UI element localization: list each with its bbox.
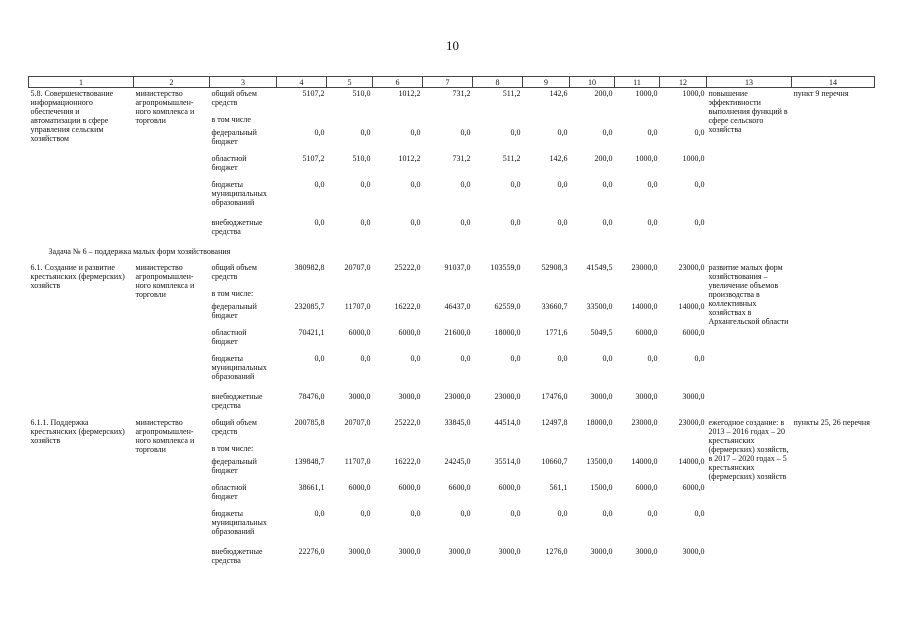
value-cell: 17476,0: [541, 391, 568, 401]
value-cell: 46437,0: [444, 301, 471, 311]
value-cell: 0,0: [410, 353, 421, 363]
value-cell: 0,0: [314, 217, 325, 227]
funding-source: внебюджетные средства: [211, 391, 263, 410]
value-cell: 6000,0: [348, 482, 371, 492]
value-cell: 0,0: [460, 127, 471, 137]
value-cell: 14000,0: [631, 456, 658, 466]
value-cell: [327, 443, 373, 456]
value-cell: [327, 288, 373, 301]
value-cell: 731,2: [452, 153, 471, 163]
value-cell: 142,6: [549, 89, 568, 98]
value-cell: [660, 114, 707, 127]
value-cell: 0,0: [557, 353, 568, 363]
value-cell: 0,0: [510, 353, 521, 363]
funding-source: в том числе:: [211, 443, 254, 453]
column-header: 14: [792, 77, 875, 88]
funding-source: общий объем средств: [211, 417, 257, 436]
value-cell: 3000,0: [398, 546, 421, 556]
value-cell: 103559,0: [490, 262, 521, 272]
value-cell: 0,0: [557, 508, 568, 518]
value-cell: 6600,0: [448, 482, 471, 492]
value-cell: 3000,0: [348, 546, 371, 556]
value-cell: 11707,0: [344, 456, 371, 466]
value-cell: [660, 288, 707, 301]
column-header: 5: [327, 77, 373, 88]
value-cell: 23000,0: [494, 391, 521, 401]
header-row: [29, 77, 875, 88]
value-cell: 18000,0: [586, 417, 613, 427]
value-cell: 0,0: [647, 127, 658, 137]
value-cell: 731,2: [452, 89, 471, 98]
funding-source: внебюджетные средства: [211, 217, 263, 236]
value-cell: 6000,0: [398, 482, 421, 492]
value-cell: 0,0: [410, 127, 421, 137]
value-cell: 1000,0: [682, 153, 705, 163]
value-cell: 52908,3: [541, 262, 568, 272]
value-cell: 0,0: [460, 217, 471, 227]
column-header: 8: [473, 77, 523, 88]
value-cell: 139848,7: [294, 456, 325, 466]
value-cell: 0,0: [602, 179, 613, 189]
value-cell: 1012,2: [398, 153, 421, 163]
value-cell: 1000,0: [635, 153, 658, 163]
value-cell: 21600,0: [444, 327, 471, 337]
value-cell: 6000,0: [682, 327, 705, 337]
value-cell: 23000,0: [444, 391, 471, 401]
column-header: 9: [523, 77, 570, 88]
value-cell: 0,0: [360, 508, 371, 518]
executor-name: министерство агропромышлен-ного комплекса и торговли: [135, 417, 195, 454]
table-row: [29, 262, 875, 288]
column-header: 10: [570, 77, 615, 88]
value-cell: 1276,0: [545, 546, 568, 556]
column-header: 3: [210, 77, 277, 88]
executor-name: министерство агропромышлен-ного комплекса и торговли: [135, 89, 195, 125]
value-cell: 3000,0: [448, 546, 471, 556]
column-header: 12: [660, 77, 707, 88]
value-cell: 232085,7: [294, 301, 325, 311]
value-cell: 0,0: [510, 217, 521, 227]
value-cell: 0,0: [360, 179, 371, 189]
funding-source: в том числе:: [211, 288, 254, 298]
reference: пункты 25, 26 перечня: [793, 417, 870, 427]
value-cell: 5107,2: [302, 153, 325, 163]
funding-source: бюджеты муниципальных образований: [211, 353, 267, 381]
expected-result: ежегодное создание: в 2013 – 2016 годах – 20 крестьянских (фермерских) хозяйств, в 2017 – 2020 годах – 5 крестьянских (фермерских) хозяйств: [708, 417, 789, 481]
value-cell: [473, 114, 523, 127]
value-cell: 23000,0: [678, 262, 705, 272]
column-header: 7: [423, 77, 473, 88]
funding-source: внебюджетные средства: [211, 546, 263, 565]
value-cell: 0,0: [694, 217, 705, 227]
value-cell: 0,0: [557, 217, 568, 227]
value-cell: 24245,0: [444, 456, 471, 466]
value-cell: [373, 443, 423, 456]
value-cell: [523, 114, 570, 127]
value-cell: [423, 114, 473, 127]
value-cell: 0,0: [602, 217, 613, 227]
value-cell: 33660,7: [541, 301, 568, 311]
value-cell: 200,0: [594, 89, 613, 98]
value-cell: 91037,0: [444, 262, 471, 272]
value-cell: 35514,0: [494, 456, 521, 466]
value-cell: 0,0: [557, 179, 568, 189]
value-cell: [473, 288, 523, 301]
column-header: 2: [134, 77, 210, 88]
funding-source: федеральный бюджет: [211, 456, 257, 475]
value-cell: [373, 114, 423, 127]
page-number: 10: [446, 38, 459, 53]
value-cell: 0,0: [602, 353, 613, 363]
value-cell: 70421,1: [298, 327, 325, 337]
value-cell: 0,0: [314, 353, 325, 363]
value-cell: 0,0: [360, 217, 371, 227]
value-cell: 1500,0: [590, 482, 613, 492]
value-cell: 38661,1: [298, 482, 325, 492]
value-cell: 3000,0: [635, 391, 658, 401]
value-cell: 200,0: [594, 153, 613, 163]
value-cell: [615, 114, 660, 127]
value-cell: [277, 443, 327, 456]
column-header: 4: [277, 77, 327, 88]
value-cell: 11707,0: [344, 301, 371, 311]
value-cell: [660, 443, 707, 456]
value-cell: 511,2: [502, 89, 521, 98]
program-table: [28, 76, 875, 572]
value-cell: 1000,0: [682, 89, 705, 98]
value-cell: 16222,0: [394, 301, 421, 311]
value-cell: 0,0: [694, 508, 705, 518]
value-cell: 511,2: [502, 153, 521, 163]
value-cell: [570, 288, 615, 301]
funding-source: общий объем средств: [211, 262, 257, 281]
value-cell: 0,0: [602, 508, 613, 518]
measure-name: 6.1.1. Поддержка крестьянских (фермерских) хозяйств: [30, 417, 125, 445]
value-cell: 0,0: [410, 217, 421, 227]
value-cell: [523, 288, 570, 301]
value-cell: 1000,0: [635, 89, 658, 98]
value-cell: 78476,0: [298, 391, 325, 401]
value-cell: 3000,0: [348, 391, 371, 401]
value-cell: 0,0: [510, 508, 521, 518]
value-cell: 25222,0: [394, 417, 421, 427]
value-cell: 22276,0: [298, 546, 325, 556]
value-cell: [615, 288, 660, 301]
column-header: 1: [29, 77, 134, 88]
funding-source: бюджеты муниципальных образований: [211, 508, 267, 536]
value-cell: 18000,0: [494, 327, 521, 337]
task-row: [29, 243, 875, 262]
value-cell: [473, 443, 523, 456]
funding-source: областной бюджет: [211, 153, 247, 172]
value-cell: 0,0: [460, 353, 471, 363]
expected-result: повышение эффективности выполнения функций в сфере сельского хозяйства: [708, 89, 788, 134]
value-cell: 10660,7: [541, 456, 568, 466]
value-cell: 16222,0: [394, 456, 421, 466]
value-cell: 200785,8: [294, 417, 325, 427]
value-cell: 510,0: [352, 153, 371, 163]
value-cell: 0,0: [510, 179, 521, 189]
value-cell: 23000,0: [631, 262, 658, 272]
funding-source: федеральный бюджет: [211, 301, 257, 320]
value-cell: 5049,5: [590, 327, 613, 337]
value-cell: [615, 443, 660, 456]
value-cell: 0,0: [460, 508, 471, 518]
value-cell: 0,0: [360, 127, 371, 137]
value-cell: 0,0: [410, 179, 421, 189]
funding-source: в том числе: [211, 114, 251, 124]
executor-name: министерство агропромышлен-ного комплекса и торговли: [135, 262, 195, 299]
value-cell: 0,0: [694, 179, 705, 189]
column-header: 11: [615, 77, 660, 88]
value-cell: 12497,8: [541, 417, 568, 427]
value-cell: 3000,0: [590, 546, 613, 556]
value-cell: 0,0: [314, 127, 325, 137]
funding-source: федеральный бюджет: [211, 127, 257, 146]
value-cell: 33845,0: [444, 417, 471, 427]
value-cell: 14000,0: [678, 301, 705, 311]
funding-source: общий объем средств: [211, 89, 257, 107]
value-cell: 6000,0: [635, 482, 658, 492]
value-cell: [423, 443, 473, 456]
value-cell: 0,0: [602, 127, 613, 137]
value-cell: 3000,0: [398, 391, 421, 401]
value-cell: [277, 288, 327, 301]
value-cell: 14000,0: [678, 456, 705, 466]
value-cell: 0,0: [557, 127, 568, 137]
value-cell: 561,1: [549, 482, 568, 492]
table-row: [29, 88, 875, 114]
value-cell: 0,0: [510, 127, 521, 137]
value-cell: [277, 114, 327, 127]
funding-source: областной бюджет: [211, 327, 247, 346]
value-cell: 6000,0: [348, 327, 371, 337]
value-cell: 20707,0: [344, 262, 371, 272]
value-cell: 14000,0: [631, 301, 658, 311]
value-cell: 0,0: [694, 127, 705, 137]
value-cell: 25222,0: [394, 262, 421, 272]
column-header: 6: [373, 77, 423, 88]
value-cell: 44514,0: [494, 417, 521, 427]
reference: [792, 262, 875, 417]
value-cell: [373, 288, 423, 301]
expected-result: развитие малых форм хозяйствования – увеличение объемов производства в коллективных хозяйствах в Архангельской области: [708, 262, 789, 326]
value-cell: [570, 443, 615, 456]
value-cell: 23000,0: [678, 417, 705, 427]
value-cell: 0,0: [647, 179, 658, 189]
value-cell: 62559,0: [494, 301, 521, 311]
table-row: [29, 417, 875, 443]
value-cell: 6000,0: [398, 327, 421, 337]
value-cell: [423, 288, 473, 301]
value-cell: 3000,0: [635, 546, 658, 556]
value-cell: 0,0: [694, 353, 705, 363]
reference: пункт 9 перечня: [793, 89, 849, 98]
value-cell: 0,0: [647, 353, 658, 363]
column-header: 13: [707, 77, 792, 88]
value-cell: 3000,0: [498, 546, 521, 556]
value-cell: 510,0: [352, 89, 371, 98]
value-cell: [327, 114, 373, 127]
value-cell: 3000,0: [682, 546, 705, 556]
value-cell: 0,0: [360, 353, 371, 363]
value-cell: 20707,0: [344, 417, 371, 427]
value-cell: 142,6: [549, 153, 568, 163]
measure-name: 5.8. Совершенствование информационного обеспечения и автоматизации в сфере управления сельским хозяйством: [30, 89, 114, 143]
funding-source: бюджеты муниципальных образований: [211, 179, 267, 207]
value-cell: [523, 443, 570, 456]
value-cell: 41549,5: [586, 262, 613, 272]
value-cell: 0,0: [314, 179, 325, 189]
measure-name: 6.1. Создание и развитие крестьянских (фермерских) хозяйств: [30, 262, 125, 290]
value-cell: 380982,8: [294, 262, 325, 272]
value-cell: 3000,0: [590, 391, 613, 401]
funding-source: областной бюджет: [211, 482, 247, 501]
value-cell: 33500,0: [586, 301, 613, 311]
value-cell: 23000,0: [631, 417, 658, 427]
value-cell: [570, 114, 615, 127]
value-cell: 6000,0: [682, 482, 705, 492]
value-cell: 6000,0: [498, 482, 521, 492]
value-cell: 0,0: [314, 508, 325, 518]
value-cell: 0,0: [647, 508, 658, 518]
value-cell: 13500,0: [586, 456, 613, 466]
value-cell: 1771,6: [545, 327, 568, 337]
value-cell: 5107,2: [302, 89, 325, 98]
value-cell: 1012,2: [398, 89, 421, 98]
value-cell: 0,0: [460, 179, 471, 189]
task-title: Задача № 6 – поддержка малых форм хозяйствования: [48, 246, 231, 256]
value-cell: 3000,0: [682, 391, 705, 401]
value-cell: 6000,0: [635, 327, 658, 337]
value-cell: 0,0: [647, 217, 658, 227]
value-cell: 0,0: [410, 508, 421, 518]
